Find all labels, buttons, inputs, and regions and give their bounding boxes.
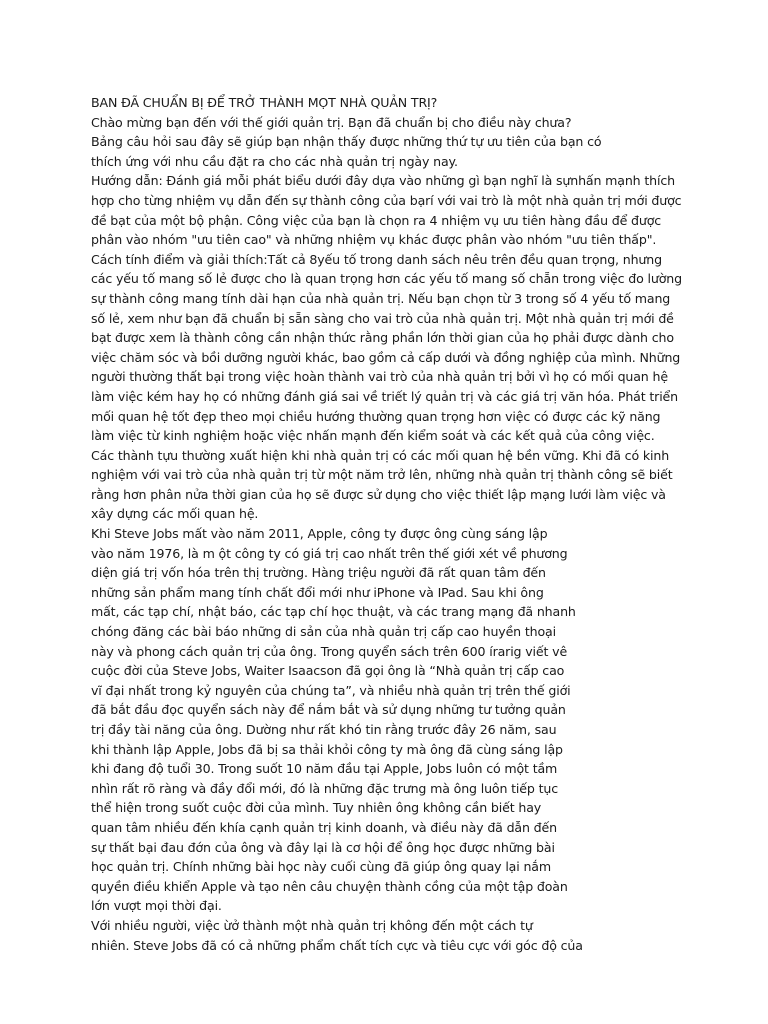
text-line: quan tâm nhiều đến khía cạnh quản trị kinh doanh, và điều này đã dẫn đến (91, 819, 557, 835)
text-line: nhiên. Steve Jobs đã có cả những phẩm chất tích cực và tiêu cực với góc độ của (91, 937, 583, 953)
text-line: mối quan hệ tốt đẹp theo mọi chiều hướng thường quan trọng hơn việc có được các kỹ năng (91, 408, 661, 424)
text-line: phân vào nhóm "ưu tiên cao" và những nhiệm vụ khác được phân vào nhóm "ưu tiên thấp". (91, 232, 657, 248)
text-line: trị đầy tài năng của ông. Dường như rất khó tin rằng trước đây 26 năm, sau (91, 722, 557, 737)
text-line: những sản phẩm mang tính chất đổi mới như iPhone và IPad. Sau khi ông (91, 584, 544, 600)
text-line: Khi Steve Jobs mất vào năm 2011, Apple, công ty được ông cùng sáng lập (91, 526, 548, 542)
text-line: số lẻ, xem như bạn đã chuẩn bị sẵn sàng cho vai trò của nhà quản trị. Một nhà quản trị mới đề (91, 310, 674, 326)
text-line: Các thành tựu thường xuất hiện khi nhà quản trị có các mối quan hệ bền vững. Khi đã có kinh (91, 447, 670, 463)
text-line: đã bắt đầu đọc quyển sách này để nắm bắt và sử dụng những tư tưởng quản (91, 702, 566, 718)
text-line: quyền điều khiển Apple và tạo nên câu chuyện thành cồng của một tập đoàn (91, 878, 568, 894)
text-line: khi thành lập Apple, Jobs đã bị sa thải khỏi công ty mà ông đã cùng sáng lập (91, 741, 563, 757)
text-line: lớn vượt mọi thời đại. (91, 898, 222, 914)
text-line: Hướng dẫn: Đánh giá mỗi phát biểu dưới đây dựa vào những gì bạn nghĩ là sựnhấn mạnh thích (91, 173, 675, 189)
text-line: hợp cho từng nhiệm vụ dẫn đến sự thành công của bạrí với vai trò là một nhà quản trị mới được (91, 192, 682, 208)
text-line: chóng đăng các bài báo những di sản của nhà quản trị cấp cao huyền thoại (91, 624, 556, 640)
text-line: Bảng câu hỏi sau đây sẽ giúp bạn nhận thấy được những thứ tự ưu tiên của bạn có (91, 134, 602, 150)
text-line: cuộc đời của Steve Jobs, Waiter Isaacson đã gọi ông là “Nhà quản trị cấp cao (91, 663, 565, 679)
text-line: vĩ đại nhất trong kỷ nguyên của chúng ta”, và nhiều nhà quản trị trên thế giới (91, 682, 571, 698)
text-line: nghiệm với vai trò của nhà quản trị từ một năm trở lên, những nhà quản trị thành công sẽ biết (91, 467, 673, 483)
text-line: các yếu tố mang số lẻ được cho là quan trọng hơn các yếu tố mang số chẵn trong việc đo lường (91, 271, 682, 287)
text-line: rằng hơn phân nửa thời gian của họ sẽ được sử dụng cho việc thiết lập mạng lưới làm việc và (91, 486, 666, 502)
text-line: việc chăm sóc và bồi dưỡng người khác, bao gồm cả cấp dưới và đồng nghiệp của mình. Những (91, 349, 681, 365)
text-line: xây dựng các mối quan hệ. (91, 506, 259, 522)
text-line: đề bạt của một bộ phận. Công việc của bạn là chọn ra 4 nhiệm vụ ưu tiên hàng đầu để được (91, 212, 662, 228)
text-line: người thường thất bại trong việc hoàn thành vai trò của nhà quản trị bởi vì họ có mối quan hệ (91, 369, 668, 385)
text-line: Cách tính điểm và giải thích:Tất cả 8yếu tố trong danh sách nêu trên đều quan trọng, nhưng (91, 251, 662, 267)
text-line: thích ứng với nhu cầu đặt ra cho các nhà quản trị ngày nay. (91, 153, 458, 169)
text-line: vào năm 1976, là m ột công ty có giá trị cao nhất trên thế giới xét về phương (91, 545, 568, 561)
text-line: diện giá trị vốn hóa trên thị trường. Hàng triệu người đã rất quan tâm đến (91, 565, 546, 581)
text-line: Chào mừng bạn đến với thế giới quản trị. Bạn đã chuẩn bị cho điều này chưa? (91, 114, 572, 130)
text-line: sự thành công mang tính dài hạn của nhà quản trị. Nếu bạn chọn từ 3 trong số 4 yếu tố mang (91, 290, 671, 306)
text-line: mất, các tạp chí, nhật báo, các tạp chí học thuật, và các trang mạng đã nhanh (91, 604, 576, 620)
text-line: làm việc kém hay họ có những đánh giá sai về triết lý quản trị và các giá trị văn hóa. Phát triển (91, 388, 678, 404)
text-line: học quản trị. Chính những bài học này cuối cùng đã giúp ông quay lại nắm (91, 859, 551, 875)
document-body (91, 93, 751, 955)
text-line: Với nhiều người, việc ừở thành một nhà quản trị không đến một cách tự (91, 917, 533, 933)
text-line: nhìn rất rõ ràng và đầy đổi mới, đó là những đặc trưng mà ông luôn tiếp tục (91, 780, 558, 796)
text-line: khi đang độ tuổi 30. Trong suốt 10 năm đầu tại Apple, Jobs luôn có một tầm (91, 761, 558, 777)
text-line: thể hiện trong suốt cuộc đời của mình. Tuy nhiên ông không cần biết hay (91, 800, 542, 816)
text-line: sự thất bại đau đớn của ông và đây lại là cơ hội để ông học được những bài (91, 839, 555, 855)
text-line: bạt được xem là thành công cần nhận thức rằng phần lớn thời gian của họ phải được dành cho (91, 330, 674, 346)
text-line: làm việc từ kinh nghiệm hoặc việc nhấn mạnh đến kiểm soát và các kết quả của công việc. (91, 428, 655, 444)
text-line: này và phong cách quản trị của ông. Trong quyển sách trên 600 írarig viết vê (91, 643, 568, 659)
document-title: BAN ĐÃ CHUẨN BỊ ĐỂ TRỞ THÀNH MỌT NHÀ QUẢN TRỊ? (91, 95, 438, 110)
